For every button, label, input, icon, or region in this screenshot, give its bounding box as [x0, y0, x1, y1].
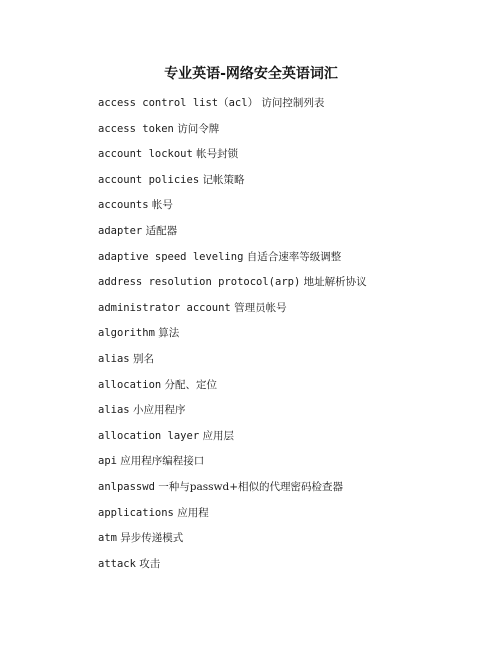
glossary-entry	[98, 403, 478, 429]
glossary-entry	[98, 480, 478, 506]
english-term: allocation layer	[98, 429, 200, 442]
chinese-term: 异步传递模式	[116, 532, 184, 545]
chinese-term: 帐号	[148, 199, 173, 212]
english-term: alias	[98, 352, 130, 365]
chinese-term: 分配、定位	[161, 378, 218, 391]
english-term: attack	[98, 557, 136, 570]
english-term: address resolution protocol(arp)	[98, 276, 301, 289]
chinese-term: 一种与passwd+相似的代理密码检查器	[154, 480, 344, 493]
chinese-term: 应用层	[199, 429, 234, 442]
chinese-term: 地址解析协议	[300, 276, 367, 289]
glossary-entry	[98, 378, 478, 404]
english-term: adapter	[98, 224, 143, 237]
glossary-entry	[98, 531, 478, 557]
english-term: administrator account	[98, 301, 231, 314]
chinese-term: 访问令牌	[173, 122, 220, 135]
chinese-term: 访问控制列表	[258, 97, 325, 109]
chinese-term: 适配器	[142, 224, 178, 237]
english-term: access token	[98, 122, 174, 135]
glossary-entry	[98, 224, 478, 250]
glossary-entry	[98, 506, 478, 532]
chinese-term: 应用程	[173, 506, 209, 519]
english-term: account lockout	[98, 148, 193, 161]
glossary-entry	[98, 301, 478, 327]
english-term: account policies	[98, 173, 200, 186]
chinese-term: 小应用程序	[129, 404, 186, 417]
glossary-entry	[98, 326, 478, 352]
english-term: adaptive speed leveling	[98, 250, 244, 263]
glossary-entry	[98, 250, 478, 276]
glossary-entry	[98, 147, 478, 173]
chinese-term: 帐号封锁	[192, 148, 239, 161]
document-title: 专业英语-网络安全英语词汇	[164, 66, 338, 82]
glossary-entry	[98, 173, 478, 199]
english-term: allocation	[98, 378, 162, 391]
glossary-entry	[98, 557, 478, 583]
glossary-entry	[98, 198, 478, 224]
english-term: applications	[98, 506, 174, 519]
english-term: alias	[98, 404, 130, 417]
glossary-list	[98, 96, 478, 582]
glossary-entry	[98, 275, 478, 301]
glossary-entry	[98, 352, 478, 378]
glossary-entry	[98, 429, 478, 455]
glossary-entry	[98, 96, 478, 122]
english-term: anlpasswd	[98, 480, 155, 493]
english-term: access control list（acl）	[98, 97, 259, 109]
english-term: api	[98, 455, 117, 468]
chinese-term: 管理员帐号	[230, 301, 287, 314]
chinese-term: 算法	[154, 327, 180, 340]
english-term: accounts	[98, 199, 149, 212]
chinese-term: 自适合速率等级调整	[243, 250, 342, 263]
glossary-entry	[98, 122, 478, 148]
chinese-term: 应用程序编程接口	[116, 455, 205, 468]
chinese-term: 记帐策略	[199, 173, 245, 186]
english-term: atm	[98, 532, 117, 545]
chinese-term: 别名	[129, 352, 154, 365]
english-term: algorithm	[98, 327, 155, 340]
chinese-term: 攻击	[135, 557, 161, 570]
glossary-entry	[98, 454, 478, 480]
